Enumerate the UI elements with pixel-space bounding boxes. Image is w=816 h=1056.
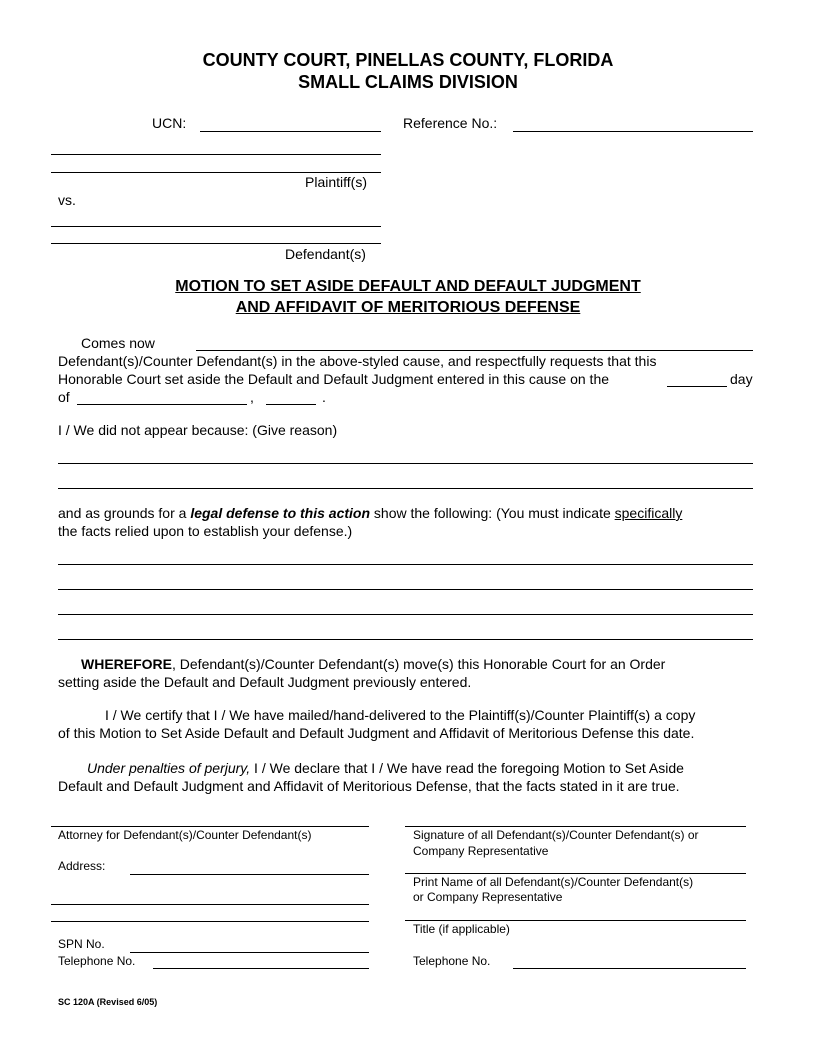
ucn-label: UCN:: [152, 115, 187, 131]
grounds-line-2: the facts relied upon to establish your defense.): [58, 523, 353, 539]
signature-label-1: Signature of all Defendant(s)/Counter Defendant(s) or: [413, 828, 699, 842]
plaintiff-label: Plaintiff(s): [305, 174, 367, 190]
attorney-telephone-label: Telephone No.: [58, 954, 136, 968]
defense-line-1[interactable]: [58, 564, 753, 565]
defendant-name-field-2[interactable]: [51, 243, 381, 244]
form-id: SC 120A (Revised 6/05): [58, 997, 158, 1007]
wherefore-line-1: WHEREFORE, Defendant(s)/Counter Defendant(s) move(s) this Honorable Court for an Order: [81, 656, 666, 672]
wherefore-line-2: setting aside the Default and Default Judgment previously entered.: [58, 674, 472, 690]
ucn-field[interactable]: [200, 131, 381, 132]
reason-line-1[interactable]: [58, 463, 753, 464]
month-field[interactable]: [77, 404, 247, 405]
comma-label: ,: [250, 389, 254, 405]
comes-now-label: Comes now: [81, 335, 155, 351]
day-field[interactable]: [667, 386, 727, 387]
division-name: SMALL CLAIMS DIVISION: [298, 72, 518, 92]
title-label: Title (if applicable): [413, 922, 510, 936]
address-field-3[interactable]: [51, 921, 369, 922]
print-name-label-2: or Company Representative: [413, 890, 563, 904]
plaintiff-name-field-1[interactable]: [51, 154, 381, 155]
address-field-2[interactable]: [51, 904, 369, 905]
attorney-telephone-field[interactable]: [153, 968, 369, 969]
spn-label: SPN No.: [58, 937, 105, 951]
year-field[interactable]: [266, 404, 316, 405]
perjury-line-2: Default and Default Judgment and Affidavit of Meritorious Defense, that the facts stated in it are true.: [58, 778, 680, 794]
title-line[interactable]: [405, 920, 746, 921]
signature-label-2: Company Representative: [413, 844, 549, 858]
reference-field[interactable]: [513, 131, 753, 132]
address-field-1[interactable]: [130, 874, 369, 875]
perjury-line-1: Under penalties of perjury, I / We declare that I / We have read the foregoing Motion to Set Aside: [87, 760, 684, 776]
print-name-line[interactable]: [405, 873, 746, 874]
defendant-signature-line[interactable]: [405, 826, 746, 827]
certify-line-1: I / We certify that I / We have mailed/hand-delivered to the Plaintiff(s)/Counter Plaintiff(s) a copy: [105, 707, 696, 723]
defendant-telephone-field[interactable]: [513, 968, 746, 969]
versus-label: vs.: [58, 192, 76, 208]
certify-line-2: of this Motion to Set Aside Default and Default Judgment and Affidavit of Meritorious Defense this date.: [58, 725, 695, 741]
defendant-name-field-1[interactable]: [51, 226, 381, 227]
defendant-label: Defendant(s): [285, 246, 366, 262]
defense-line-4[interactable]: [58, 639, 753, 640]
reference-label: Reference No.:: [403, 115, 498, 131]
day-label: day: [730, 371, 753, 387]
attorney-label: Attorney for Defendant(s)/Counter Defendant(s): [58, 828, 312, 842]
defendant-telephone-label: Telephone No.: [413, 954, 491, 968]
attorney-signature-line[interactable]: [51, 826, 369, 827]
print-name-label-1: Print Name of all Defendant(s)/Counter Defendant(s): [413, 875, 694, 889]
period-label: .: [322, 389, 326, 405]
plaintiff-name-field-2[interactable]: [51, 172, 381, 173]
document-title-line-1: MOTION TO SET ASIDE DEFAULT AND DEFAULT JUDGMENT: [175, 278, 641, 295]
defendant-name-input[interactable]: [196, 350, 753, 351]
request-line-1: Defendant(s)/Counter Defendant(s) in the above-styled cause, and respectfully requests that this: [58, 353, 657, 369]
reason-line-2[interactable]: [58, 488, 753, 489]
document-title-line-2: AND AFFIDAVIT OF MERITORIOUS DEFENSE: [235, 299, 581, 316]
defense-line-3[interactable]: [58, 614, 753, 615]
grounds-line-1: and as grounds for a legal defense to this action show the following: (You must indicate specifically: [58, 505, 683, 521]
court-name: COUNTY COURT, PINELLAS COUNTY, FLORIDA: [202, 50, 614, 70]
reason-prompt: I / We did not appear because: (Give reason): [58, 422, 338, 438]
request-line-2: Honorable Court set aside the Default and Default Judgment entered in this cause on the: [58, 371, 610, 387]
defense-line-2[interactable]: [58, 589, 753, 590]
of-label: of: [58, 389, 70, 405]
spn-field[interactable]: [130, 952, 369, 953]
address-label: Address:: [58, 859, 106, 873]
